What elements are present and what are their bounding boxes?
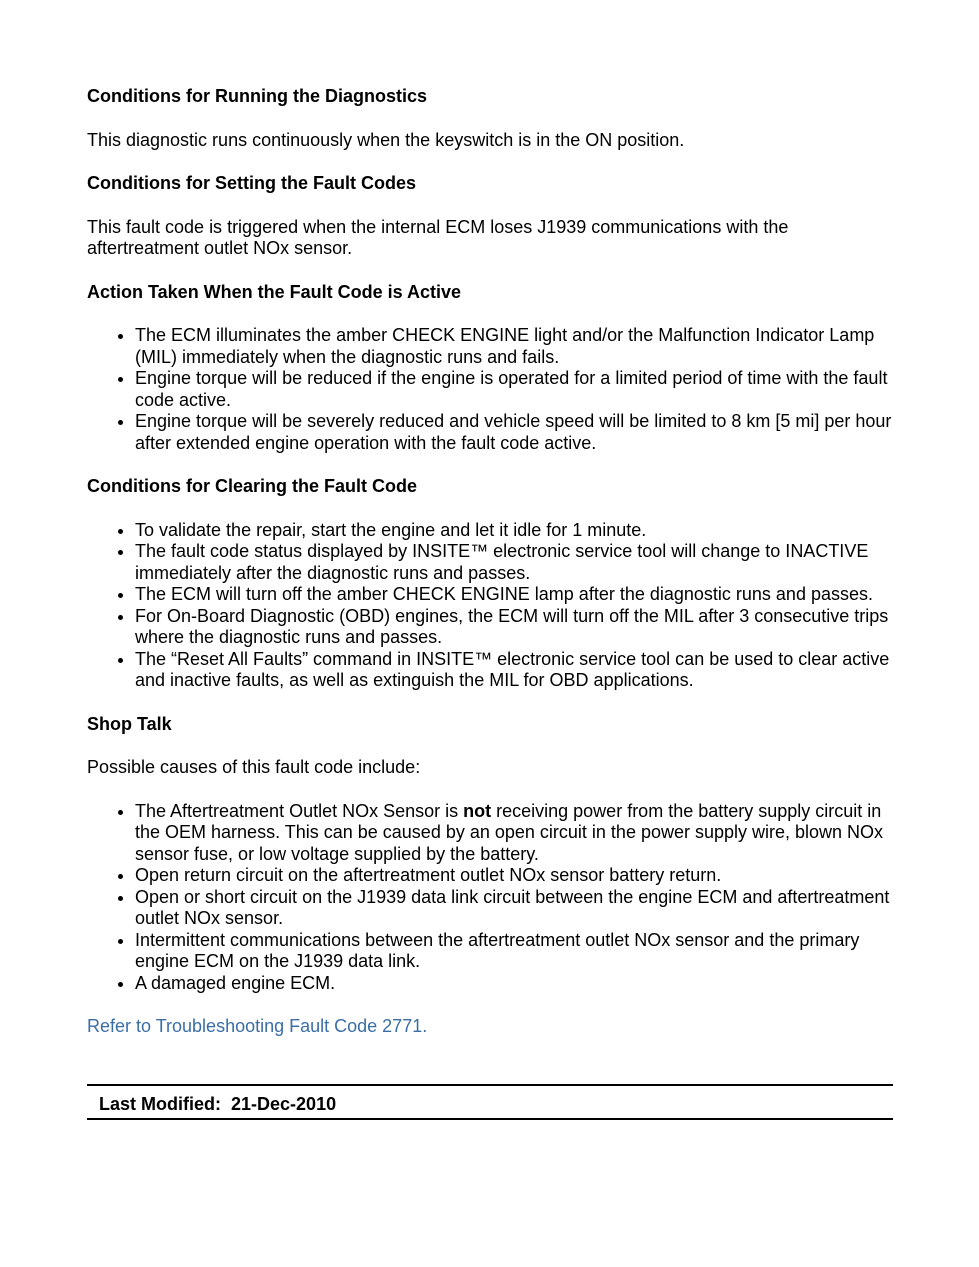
list-item	[135, 801, 893, 866]
last-modified-date: 21-Dec-2010	[231, 1094, 337, 1114]
last-modified-bar	[87, 1084, 893, 1120]
list-item: The fault code status displayed by INSITE™ electronic service tool will change to INACTIVE immediately after the diagnostic runs and passes.	[135, 541, 893, 584]
last-modified	[99, 1094, 336, 1116]
list-item: To validate the repair, start the engine and let it idle for 1 minute.	[135, 520, 893, 542]
list-item: Open return circuit on the aftertreatment outlet NOx sensor battery return.	[135, 865, 893, 887]
shop-talk-intro: Possible causes of this fault code include:	[87, 757, 421, 777]
setting-conditions-text: This fault code is triggered when the internal ECM loses J1939 communications with the aftertreatment outlet NOx sensor.	[87, 216, 789, 258]
heading-shop-talk: Shop Talk	[87, 713, 172, 734]
heading-setting-conditions: Conditions for Setting the Fault Codes	[87, 173, 416, 193]
running-conditions-text: This diagnostic runs continuously when the keyswitch is in the ON position.	[87, 129, 685, 150]
clearing-conditions-list	[87, 520, 893, 692]
heading-clearing-conditions: Conditions for Clearing the Fault Code	[87, 476, 417, 496]
list-item: Open or short circuit on the J1939 data link circuit between the engine ECM and aftertreatment outlet NOx sensor.	[135, 887, 893, 930]
heading-action-taken: Action Taken When the Fault Code is Active	[87, 281, 462, 302]
list-item: Engine torque will be reduced if the engine is operated for a limited period of time with the fault code active.	[135, 368, 893, 411]
list-item: A damaged engine ECM.	[135, 973, 893, 995]
list-item: The ECM will turn off the amber CHECK ENGINE lamp after the diagnostic runs and passes.	[135, 584, 893, 606]
list-item: For On-Board Diagnostic (OBD) engines, the ECM will turn off the MIL after 3 consecutive trips where the diagnostic runs and passes.	[135, 606, 893, 649]
cause-text-after: receiving power from the battery supply circuit in the OEM harness. This can be caused by an open circuit in the power supply wire, blown NOx sensor fuse, or low voltage supplied by the battery.	[135, 800, 884, 864]
troubleshooting-link[interactable]: Refer to Troubleshooting Fault Code 2771.	[87, 1016, 428, 1036]
cause-emphasis: not	[463, 800, 492, 821]
last-modified-label: Last Modified:	[99, 1094, 221, 1114]
list-item: The “Reset All Faults” command in INSITE™ electronic service tool can be used to clear active and inactive faults, as well as extinguish the MIL for OBD applications.	[135, 649, 893, 692]
possible-causes-list	[87, 801, 893, 995]
list-item: Engine torque will be severely reduced and vehicle speed will be limited to 8 km [5 mi] per hour after extended engine operation with the fault code active.	[135, 411, 892, 453]
heading-running-conditions: Conditions for Running the Diagnostics	[87, 86, 427, 106]
document-body	[87, 86, 893, 1038]
list-item: Intermittent communications between the aftertreatment outlet NOx sensor and the primary engine ECM on the J1939 data link.	[135, 930, 893, 973]
cause-text-before: The Aftertreatment Outlet NOx Sensor is	[135, 800, 464, 821]
action-taken-list	[87, 325, 893, 454]
list-item: The ECM illuminates the amber CHECK ENGINE light and/or the Malfunction Indicator Lamp (MIL) immediately when the diagnostic runs and fails.	[135, 325, 893, 368]
